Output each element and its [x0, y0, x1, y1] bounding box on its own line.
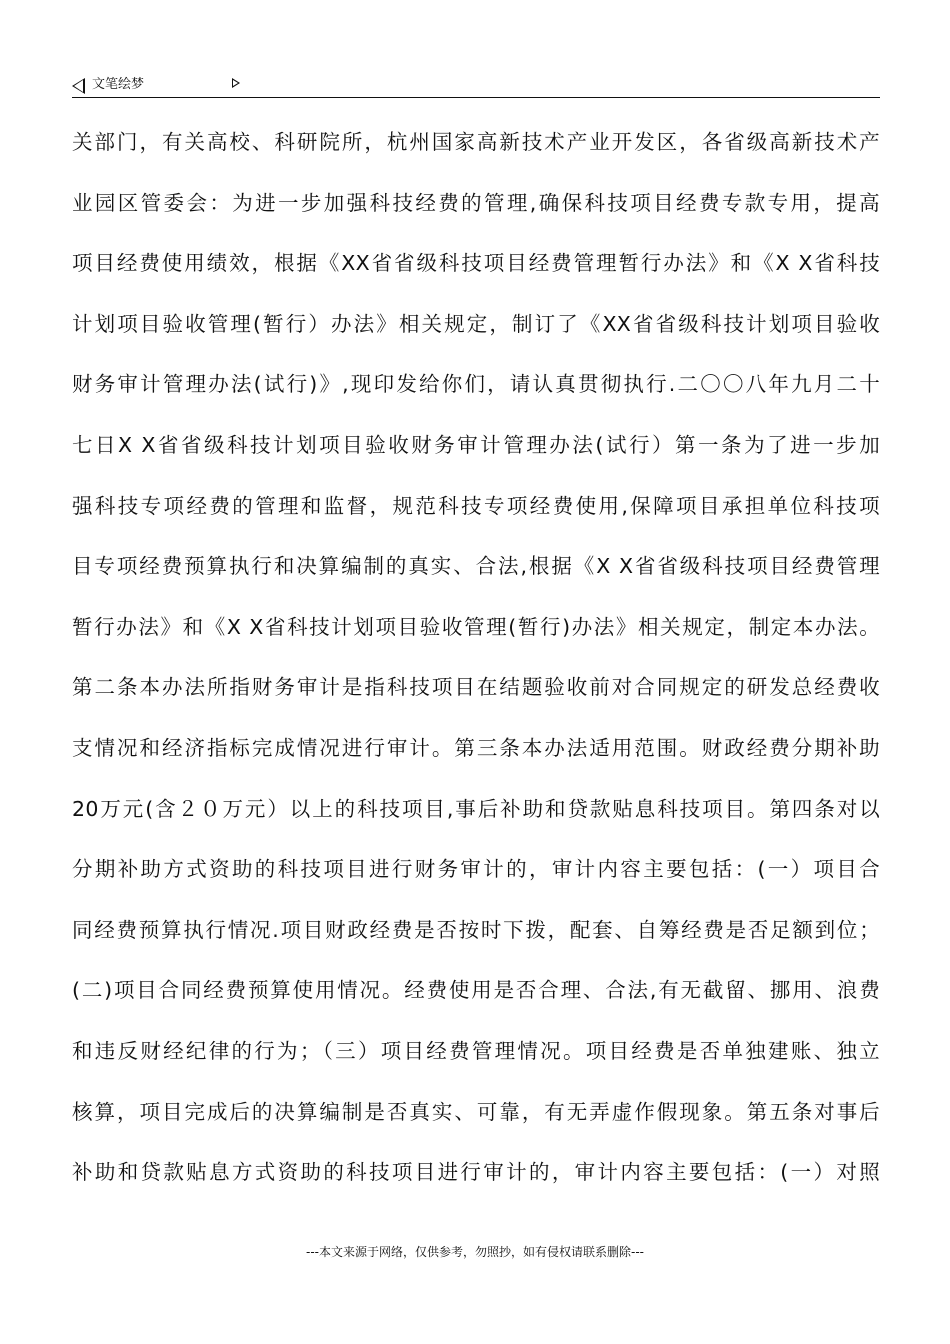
- document-body: [72, 112, 880, 1203]
- body-text-line: (二)项目合同经费预算使用情况。经费使用是否合理、合法,有无截留、挪用、浪费: [72, 978, 880, 1003]
- body-text-line: 同经费预算执行情况.项目财政经费是否按时下拨，配套、自筹经费是否足额到位；: [72, 917, 880, 942]
- body-text-line: 计划项目验收管理(暂行）办法》相关规定，制订了《XX省省级科技计划项目验收: [72, 311, 880, 336]
- body-text-line: 分期补助方式资助的科技项目进行财务审计的，审计内容主要包括：(一）项目合: [72, 857, 880, 882]
- page-header: [72, 74, 880, 98]
- body-text-line: 暂行办法》和《X X省科技计划项目验收管理(暂行)办法》相关规定，制定本办法。: [72, 614, 880, 639]
- body-text-line: 项目经费使用绩效，根据《XX省省级科技项目经费管理暂行办法》和《X X省科技: [72, 251, 880, 276]
- triangle-right-icon: [232, 78, 240, 88]
- body-text-line: 财务审计管理办法(试行)》,现印发给你们，请认真贯彻执行.二〇〇八年九月二十: [72, 372, 880, 397]
- header-brand: 文笔绘梦: [92, 77, 145, 92]
- body-text-line: 和违反财经纪律的行为；（三）项目经费管理情况。项目经费是否单独建账、独立: [72, 1038, 880, 1063]
- body-text-line: 20万元(含２０万元）以上的科技项目,事后补助和贷款贴息科技项目。第四条对以: [72, 796, 880, 821]
- body-text-line: 第二条本办法所指财务审计是指科技项目在结题验收前对合同规定的研发总经费收: [72, 675, 880, 700]
- body-text-line: 支情况和经济指标完成情况进行审计。第三条本办法适用范围。财政经费分期补助: [72, 735, 880, 760]
- body-text-line: 强科技专项经费的管理和监督，规范科技专项经费使用,保障项目承担单位科技项: [72, 493, 880, 518]
- body-text-line: 业园区管委会：为进一步加强科技经费的管理,确保科技项目经费专款专用，提高: [72, 190, 880, 215]
- body-text-line: 核算，项目完成后的决算编制是否真实、可靠，有无弄虚作假现象。第五条对事后: [72, 1099, 880, 1124]
- body-text-line: 七日X X省省级科技计划项目验收财务审计管理办法(试行）第一条为了进一步加: [72, 432, 880, 457]
- body-text-line: 补助和贷款贴息方式资助的科技项目进行审计的，审计内容主要包括：(一）对照: [72, 1160, 880, 1185]
- header-divider: [72, 97, 880, 98]
- triangle-left-icon: [72, 78, 85, 94]
- page-footer: ---本文来源于网络，仅供参考，勿照抄，如有侵权请联系删除---: [306, 1245, 644, 1259]
- body-text-line: 目专项经费预算执行和决算编制的真实、合法,根据《X X省省级科技项目经费管理: [72, 554, 880, 579]
- body-text-line: 关部门，有关高校、科研院所，杭州国家高新技术产业开发区，各省级高新技术产: [72, 130, 880, 154]
